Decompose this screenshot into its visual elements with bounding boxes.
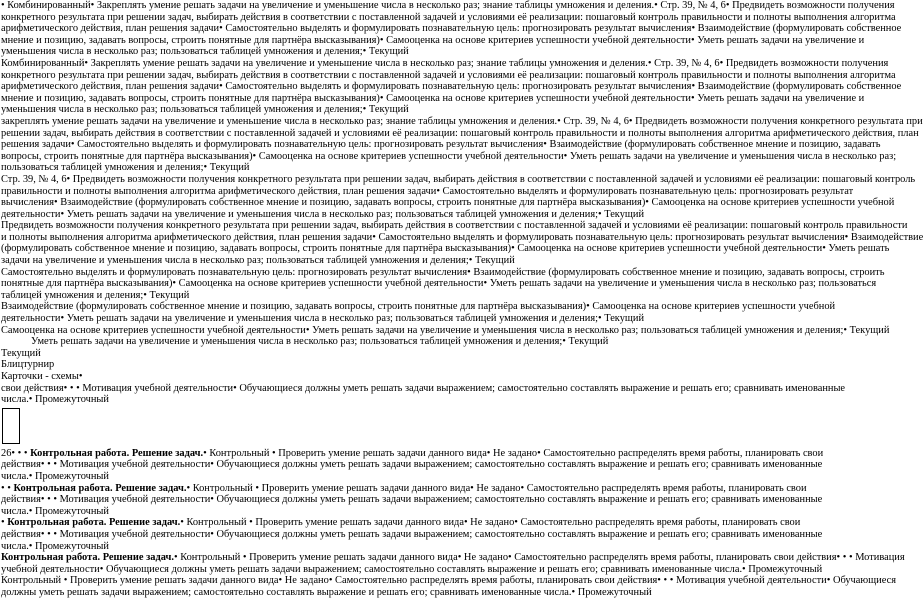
text-line: Комбинированный• Закреплять умение решать задачи на увеличение и уменьшение числа в несколько раз; знание таблицы умножения и деления.• Стр. 39, № 4, 6• Предвидеть возможности получения	[1, 57, 889, 69]
text-line: решения задачи• Самостоятельно выделять и формулировать познавательную цель: прогнозировать результат вычисления• Взаимодействие (формулировать собственное мнение и позицию, задавать	[1, 139, 881, 151]
text-line: вычисления• Взаимодействие (формулировать собственное мнение и позицию, задавать вопросы, строить понятные для партнёра высказывания)• Самооценка на основе критериев успешности учебной	[1, 197, 895, 209]
text-line: арифметического действия, план решения задачи• Самостоятельно выделять и формулировать познавательную цель: прогнозировать результат вычисления• Взаимодействие (формулировать собственное	[1, 23, 902, 35]
short-line: Текущий	[1, 347, 41, 359]
text-line: правильности и полноты выполнения алгоритма арифметического действия, план решения задачи• Самостоятельно выделять и формулировать познавательную цель: прогнозировать результат	[1, 185, 854, 197]
bullet-prefix: • •	[1, 482, 14, 494]
text-line: действия• • • Мотивация учебной деятельности• Обучающиеся должны уметь решать задачи выражением; самостоятельно составлять выражение и решать его; сравнивать именованные	[1, 528, 823, 540]
test-blocks	[1, 447, 905, 599]
short-line: Блицтурнир	[1, 359, 55, 371]
text-line-indented: Уметь решать задачи на увеличение и уменьшения числа в несколько раз; пользоваться таблицей умножения и деления;• Текущий	[31, 336, 609, 348]
text-line: конкретного результата при решении задач, выбирать действия в соответствии с поставленной задачей и условиями её реализации: пошаговый контроль правильности и полноты выполнения алгоритма	[1, 69, 896, 81]
text-line: числа.• Промежуточный	[1, 470, 109, 482]
text-line: (формулировать собственное мнение и позицию, задавать вопросы, строить понятные для партнёра высказывания)• Самооценка на основе критериев успешности учебной деятельности• Уметь решать	[1, 243, 890, 255]
test-title: Контрольная работа. Решение задач.	[7, 517, 181, 529]
test-block	[1, 447, 824, 483]
test-description: • Контрольный • Проверить умение решать задачи данного вида• Не задано• Самостоятельно распределять время работы, планировать свои	[186, 482, 807, 494]
text-line: и полноты выполнения алгоритма арифметического действия, план решения задачи• Самостоятельно выделять и формулировать познавательную цель: прогнозировать результат вычисления• Взаимодействие	[1, 231, 923, 243]
text-line: должны уметь решать задачи выражением; самостоятельно составлять выражение и решать его; сравнивать именованные числа.• Промежуточный	[1, 586, 652, 598]
test-heading-line	[1, 517, 813, 529]
test-description: • Контрольный • Проверить умение решать задачи данного вида• Не задано• Самостоятельно распределять время работы, планировать свои	[203, 447, 824, 459]
text-line: числа.• Промежуточный	[1, 505, 109, 517]
tail-block	[1, 575, 896, 598]
text-line: мнение и позицию, задавать вопросы, строить понятные для партнёра высказывания)• Самооценка на основе критериев успешности учебной деятельности• Уметь решать задачи на увеличение и	[1, 34, 865, 46]
text-line: числа.• Промежуточный	[1, 394, 109, 406]
text-line: Предвидеть возможности получения конкретного результата при решении задач, выбирать действия в соответствии с поставленной задачей и условиями её реализации: пошаговый контроль правильности	[1, 220, 908, 232]
text-line: Самостоятельно выделять и формулировать познавательную цель: прогнозировать результат вычисления• Взаимодействие (формулировать собственное мнение и позицию, задавать вопросы, строить	[1, 266, 885, 278]
bullet-prefix: •	[1, 517, 8, 529]
test-heading-line	[1, 483, 813, 495]
text-line: числа.• Промежуточный	[1, 540, 109, 552]
text-line: таблицей умножения и деления;• Текущий	[1, 289, 190, 301]
text-line: учебной деятельности• Обучающиеся должны уметь решать задачи выражением; самостоятельно составлять выражение и решать его; сравнивать именованные числа.• Промежуточный	[1, 563, 823, 575]
text-line: Взаимодействие (формулировать собственное мнение и позицию, задавать вопросы, строить понятные для партнёра высказывания)• Самооценка на основе критериев успешности учебной	[1, 301, 836, 313]
short-lines-block	[1, 347, 846, 406]
test-block	[1, 482, 823, 518]
document-page	[1, 0, 923, 599]
text-line: уменьшения числа в несколько раз; пользоваться таблицей умножения и деления;• Текущий	[1, 104, 409, 116]
text-line: мнение и позицию, задавать вопросы, строить понятные для партнёра высказывания)• Самооценка на основе критериев успешности учебной деятельности• Уметь решать задачи на увеличение и	[1, 92, 865, 104]
text-line: Стр. 39, № 4, 6• Предвидеть возможности получения конкретного результата при решении задач, выбирать действия в соответствии с поставленной задачей и условиями её реализации: пошаговый контроль	[1, 173, 916, 185]
test-block	[1, 517, 823, 552]
test-description: • Контрольный • Проверить умение решать задачи данного вида• Не задано• Самостоятельно распределять время работы, планировать свои	[180, 517, 801, 529]
test-title: Контрольная работа. Решение задач.	[1, 552, 174, 564]
lesson-text-block	[1, 0, 923, 348]
test-title: Контрольная работа. Решение задач.	[13, 482, 187, 494]
text-line: решении задач, выбирать действия в соответствии с поставленной задачей и условиями её реализации: пошаговый контроль правильности и полноты выполнения алгоритма арифметического действия, план	[1, 127, 919, 139]
text-line: задачи на увеличение и уменьшения числа в несколько раз; пользоваться таблицей умножения и деления;• Текущий	[1, 255, 515, 267]
test-title: Контрольная работа. Решение задач.	[30, 447, 204, 459]
text-line: • Комбинированный• Закреплять умение решать задачи на увеличение и уменьшение числа в несколько раз; знание таблицы умножения и деления.• Стр. 39, № 4, 6• Предвидеть возможности получения	[1, 0, 895, 11]
text-line: закреплять умение решать задачи на увеличение и уменьшение числа в несколько раз; знание таблицы умножения и деления.• Стр. 39, № 4, 6• Предвидеть возможности получения конкретного результата при	[1, 115, 923, 127]
text-line: конкретного результата при решении задач, выбирать действия в соответствии с поставленной задачей и условиями её реализации: пошаговый контроль правильности и полноты выполнения алгоритма	[1, 11, 896, 23]
text-line: действия• • • Мотивация учебной деятельности• Обучающиеся должны уметь решать задачи выражением; самостоятельно составлять выражение и решать его; сравнивать именованные	[1, 459, 823, 471]
short-line: Карточки - схемы•	[1, 371, 83, 382]
text-line: свои действия• • • Мотивация учебной деятельности• Обучающиеся должны уметь решать задачи выражением; самостоятельно составлять выражение и решать его; сравнивать именованные	[1, 382, 846, 394]
text-line: Самооценка на основе критериев успешности учебной деятельности• Уметь решать задачи на увеличение и уменьшения числа в несколько раз; пользоваться таблицей умножения и деления;• Текущий	[1, 324, 890, 336]
text-line: понятные для партнёра высказывания)• Самооценка на основе критериев успешности учебной деятельности• Уметь решать задачи на увеличение и уменьшения числа в несколько раз; пользоваться	[1, 278, 877, 290]
text-line: уменьшения числа в несколько раз; пользоваться таблицей умножения и деления;• Текущий	[1, 46, 409, 58]
test-description: • Контрольный • Проверить умение решать задачи данного вида• Не задано• Самостоятельно распределять время работы, планировать свои действия• • • Мотивация	[173, 552, 905, 564]
test-block	[1, 552, 905, 575]
text-line: деятельности• Уметь решать задачи на увеличение и уменьшения числа в несколько раз; пользоваться таблицей умножения и деления;• Текущий	[1, 313, 645, 325]
text-line: арифметического действия, план решения задачи• Самостоятельно выделять и формулировать познавательную цель: прогнозировать результат вычисления• Взаимодействие (формулировать собственное	[1, 81, 902, 93]
text-line: Контрольный • Проверить умение решать задачи данного вида• Не задано• Самостоятельно распределять время работы, планировать свои действия• • • Мотивация учебной деятельности• Обучающиеся	[1, 575, 896, 587]
text-line: деятельности• Уметь решать задачи на увеличение и уменьшения числа в несколько раз; пользоваться таблицей умножения и деления;• Текущий	[1, 208, 645, 220]
test-heading-line	[1, 552, 905, 564]
empty-image-frame	[2, 408, 20, 444]
bullet-prefix: 26• • •	[1, 447, 31, 459]
text-line: вопросы, строить понятные для партнёра высказывания)• Самооценка на основе критериев успешности учебной деятельности• Уметь решать задачи на увеличение и уменьшения числа в несколько раз;	[1, 150, 897, 162]
test-heading-line	[1, 447, 824, 460]
text-line: пользоваться таблицей умножения и деления;• Текущий	[1, 162, 250, 174]
text-line: действия• • • Мотивация учебной деятельности• Обучающиеся должны уметь решать задачи выражением; самостоятельно составлять выражение и решать его; сравнивать именованные	[1, 494, 823, 506]
